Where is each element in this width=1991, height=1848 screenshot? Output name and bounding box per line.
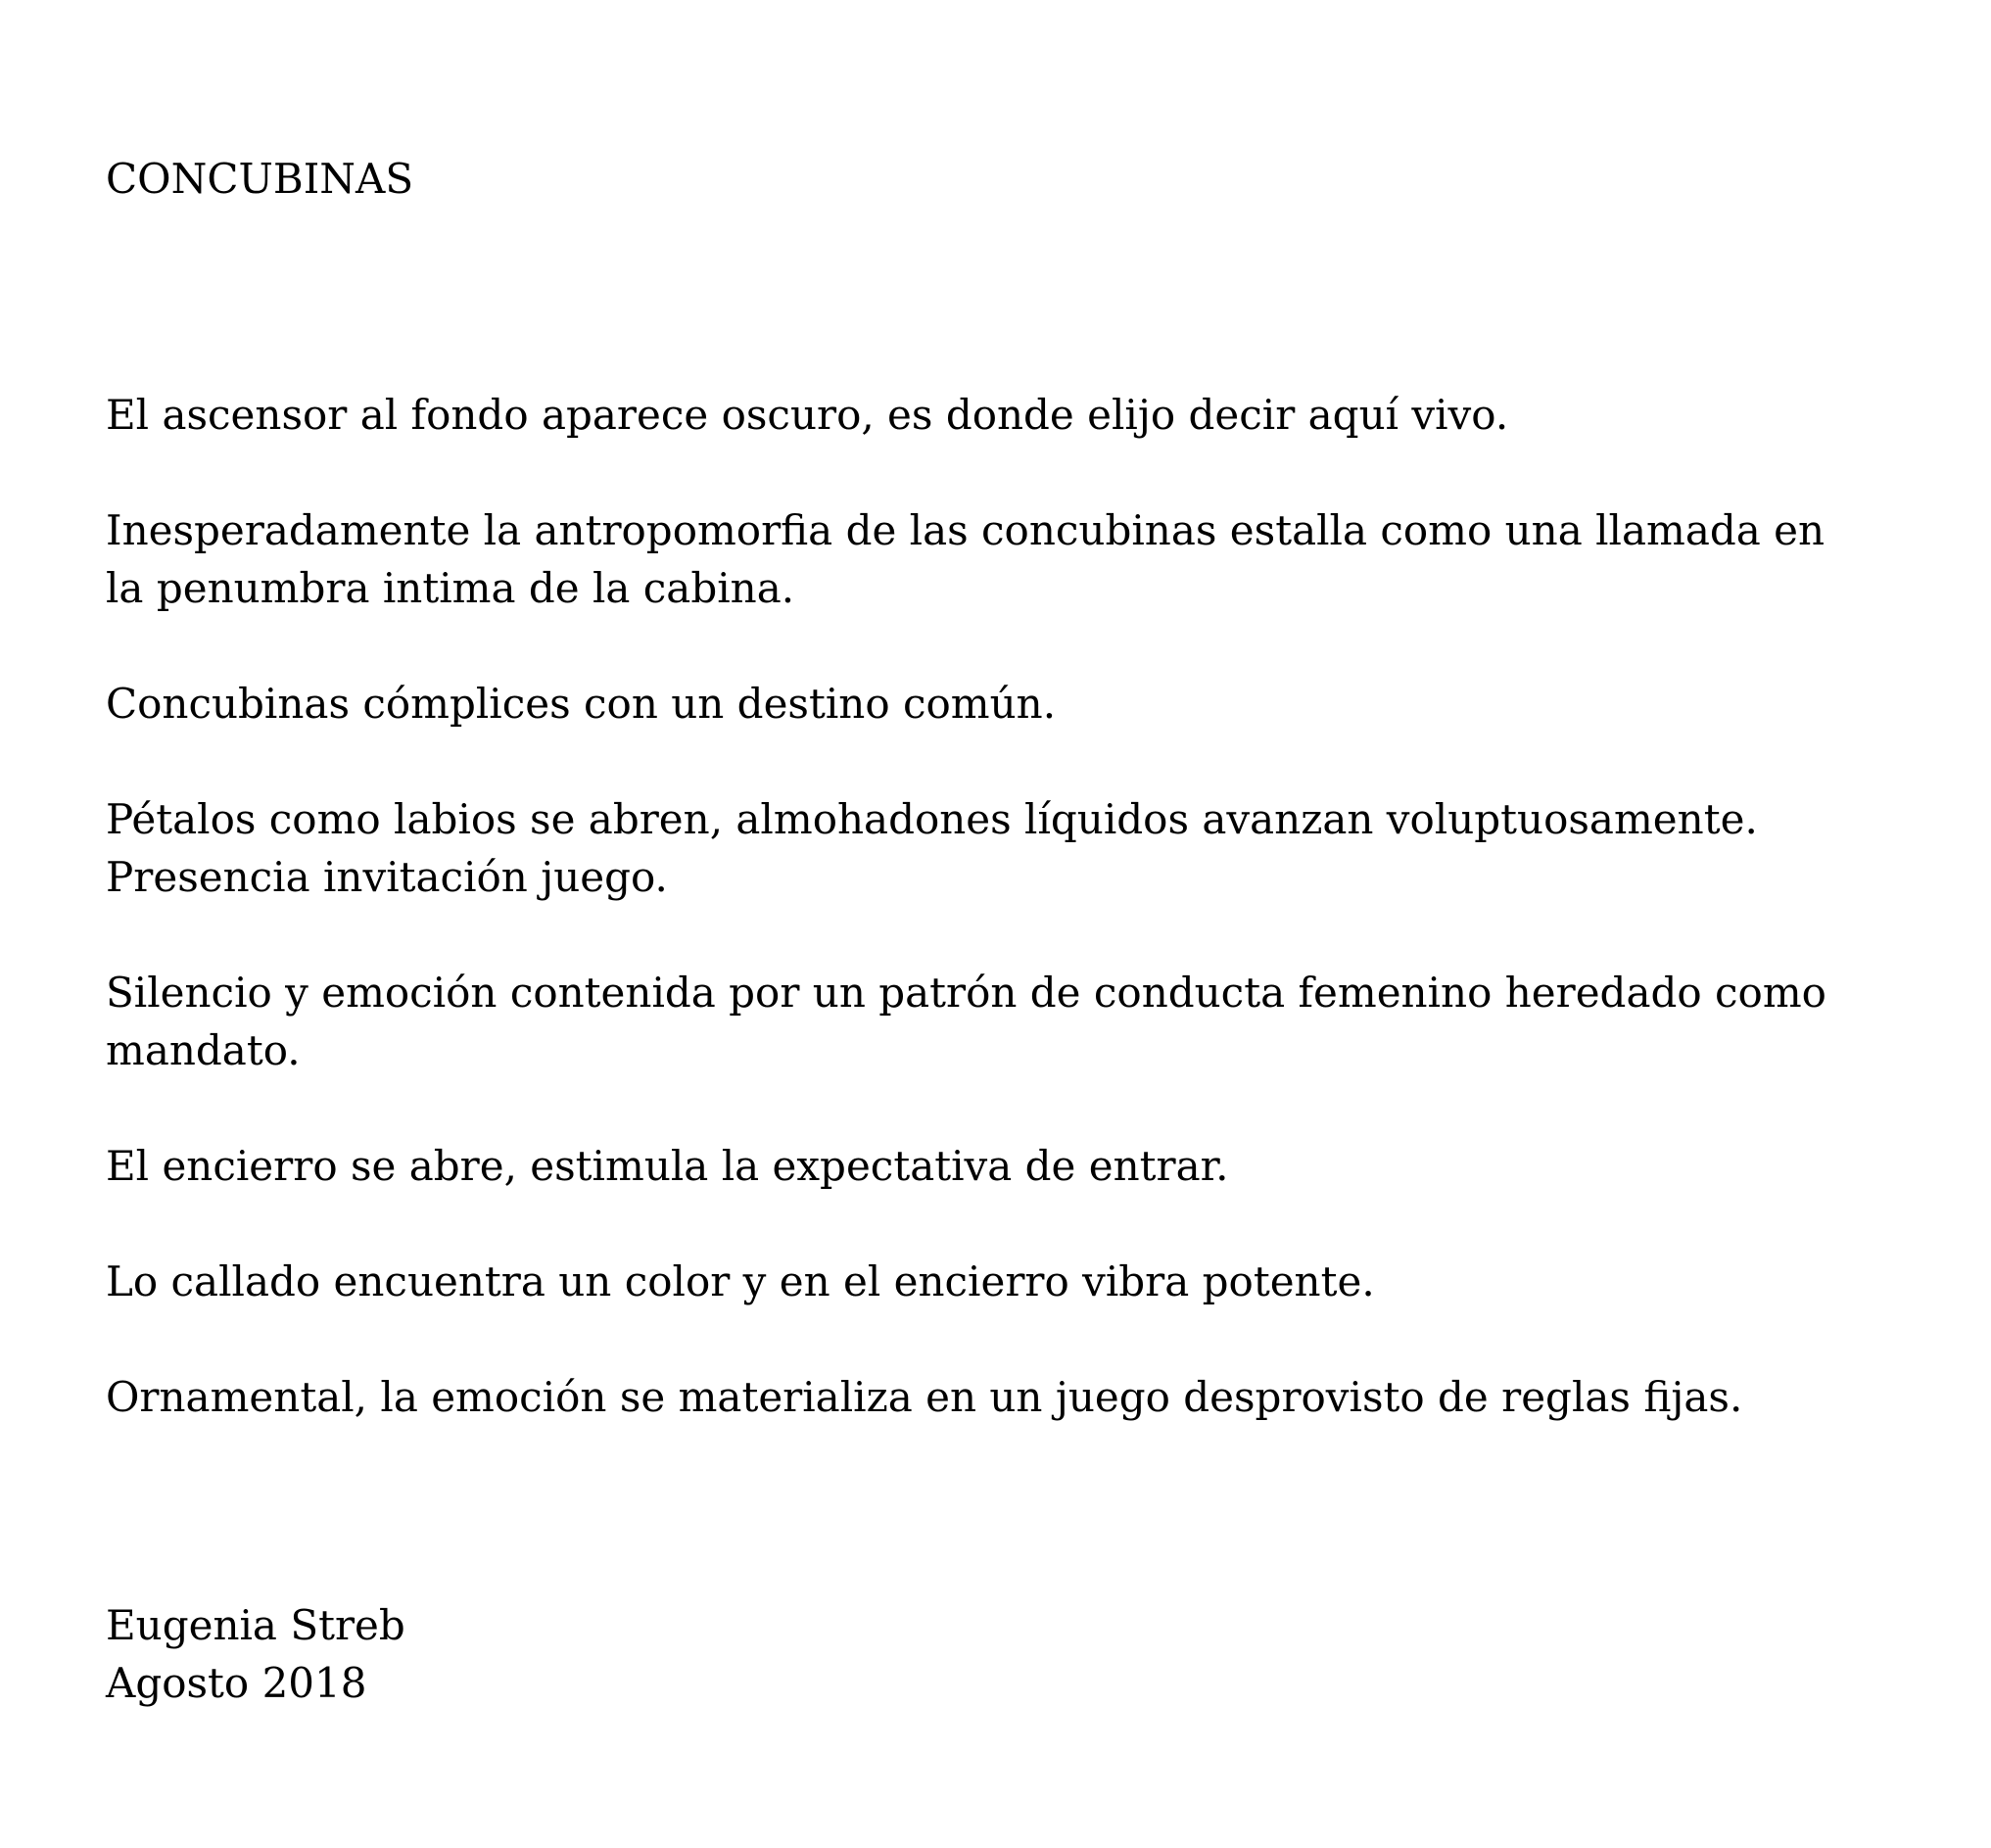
paragraph-3-line-1: Concubinas cómplices con un destino común.	[106, 680, 1057, 728]
paragraph-6-line-1: El encierro se abre, estimula la expectativa de entrar.	[106, 1142, 1229, 1190]
paragraph-4-line-2: Presencia invitación juego.	[106, 853, 668, 901]
paragraph-8-line-1: Ornamental, la emoción se materializa en un juego desprovisto de reglas fijas.	[106, 1373, 1743, 1421]
paragraph-5-line-1: Silencio y emoción contenida por un patrón de conducta femenino heredado como	[106, 969, 1826, 1017]
paragraph-4-line-1: Pétalos como labios se abren, almohadones líquidos avanzan voluptuosamente.	[106, 795, 1758, 843]
document-title: CONCUBINAS	[106, 155, 414, 203]
author-name: Eugenia Streb	[106, 1601, 405, 1649]
paragraph-7-line-1: Lo callado encuentra un color y en el encierro vibra potente.	[106, 1257, 1375, 1305]
paragraph-5-line-2: mandato.	[106, 1026, 301, 1074]
paragraph-1-line-1: El ascensor al fondo aparece oscuro, es donde elijo decir aquí vivo.	[106, 391, 1509, 439]
paragraph-2-line-2: la penumbra intima de la cabina.	[106, 564, 795, 612]
document-date: Agosto 2018	[106, 1659, 367, 1707]
paragraph-2-line-1: Inesperadamente la antropomorfia de las concubinas estalla como una llamada en	[106, 506, 1825, 554]
